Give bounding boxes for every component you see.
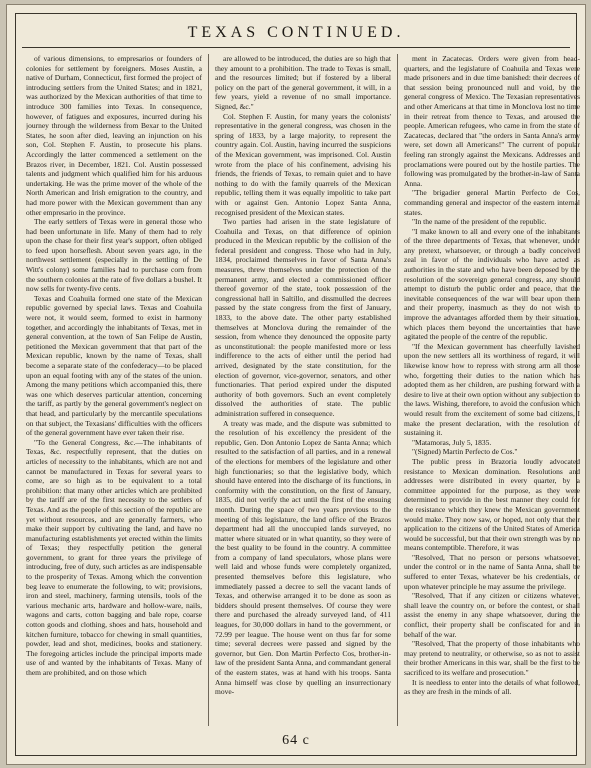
paragraph: "Resolved, That the property of those inhabitants who may pretend to neutrality, or otherwise, so as not to assist their brother Americans in this war, shall be the first to be sacrificed to its welfare and prosecution." — [404, 639, 580, 677]
paragraph: "Resolved, That if any citizen or citizens whatever, shall leave the country on, or before the contest, or shall assist the enemy in any shape whatsoever, during the conflict, their property shall be confiscated for and in behalf of the war. — [404, 591, 580, 639]
paragraph: "To the General Congress, &c.—The inhabitants of Texas, &c. respectfully represent, that the duties on articles of necessity to the inhabitants, which are not and cannot be manufactured in Texas for several years to come, are so high as to be equivalent to a total prohibition: that many other articles which are prohibited by the tariff are of the first necessity to the settlers of Texas. And as the people of this section of the republic are yet without resources, and are generally farmers, who make their support by cultivating the land, and have no manufacturing establishments yet erected within the limits of Texas; they respectfully petition the general government, to grant for three years the privilege of introducing, free of duty, such articles as are indispensable to the prosperity of Texas. Among which the convention beg leave to enumerate the following, to wit; provisions, iron and steel, machinery, farming utensils, tools of the various mechanic arts, hardware and hollow-ware, nails, wagons and carts, cotton bagging and bale rope, coarse cotton goods and clothing, shoes and hats, household and kitchen furniture, tobacco for chewing in small quantities, powder, lead and shot, medicines, books and stationery. The foregoing articles include the principal imports made use of and wanted by the inhabitants of Texas. Many of them are prohibited, and on those which — [26, 437, 202, 677]
paragraph: The public press in Brazoria loudly advocated resistance to Mexican domination. Resolutions and addresses were distributed in every quarter, by a committee appointed for the purpose, as they were determined to provide in the best manner they could for the resistance which they knew the Mexican government would make. They now saw, or hoped, not only that their application to the citizens of the United States of America would be successful, but that their own strength was by no means contemptible. Therefore, it was — [404, 456, 580, 553]
text-column-2 — [215, 54, 391, 730]
page-number: 64 c — [282, 733, 310, 748]
paragraph: "If the Mexican government has cheerfully lavished upon the new settlers all its worthiness of regard, it will likewise know how to repress with strong arm all those who, forgetting their duties to the nation which has adopted them as her children, are pushing forward with a desire to live at their own option without any subjection to the laws. Wishing, therefore, to avoid the confusion which would result from the excitement of some bad citizens, I make the present declaration, with the resolution of sustaining it. — [404, 341, 580, 438]
text-column-1 — [26, 54, 202, 730]
paragraph: "In the name of the president of the republic. — [412, 217, 547, 227]
paragraph: are allowed to be introduced, the duties are so high that they amount to a prohibition. The trade to Texas is small, and the resources limited; but if fostered by a liberal policy on the part of the general government, it will, in a few years, yield a revenue of no small importance. Signed, &c." — [215, 54, 391, 111]
column-divider — [208, 54, 209, 726]
paragraph: of various dimensions, to empresarios or founders of colonies for settlement by foreigners. Moses Austin, a native of Durham, Connecticut, first formed the project of introducing settlers from the United States; and in 1821, was authorized by the Mexican authorities of that time to introduce 300 families into Texas. In consequence, however, of fatigues and exposures, incurred during his journey through the wilderness from Bexar to the United States, he soon after died, leaving an injunction on his son, Col. Stephen F. Austin, to prosecute his plans. Accordingly the latter commenced a settlement on the Brazos river, in December, 1821. Col. Austin possessed talents and judgment which qualified him for his arduous undertaking. He was the prime mover of the whole of the North American and Irish emigration to the country, and had more power with the Mexican government than any other empresario in the province. — [26, 54, 202, 217]
book-page — [6, 4, 586, 765]
text-column-3 — [404, 54, 580, 730]
paragraph: "(Signed) Martin Perfecto de Cos." — [412, 447, 518, 457]
paragraph: "Resolved, That no person or persons whatsoever, under the control or in the name of Santa Anna, shall be suffered to enter Texas, whatever be his credentials, or upon whatever principle he may assume the privilege. — [404, 552, 580, 591]
paragraph: It is needless to enter into the details of what followed, as they are fresh in the minds of all. — [404, 677, 580, 697]
paragraph: Texas and Coahuila formed one state of the Mexican republic governed by special laws. Texas and Coahuila were not, it would seem, formed to exist in harmony together, and accordingly the inhabitants of Texas, met in general convention, at the town of San Felipe de Austin, petitioned the Mexican government that that part of the Mexican republic, known by the name of Texas, shall become a separate state of the confederacy—to be placed upon an equal footing with any of the states of the union. Among the many petitions which accompanied this, there was one which deserves particular attention, concerning the tariff, as partly by the general government's neglect on that head, and particularly by the mercantile speculations on that subject, the Texasians' difficulties with the officers of the general government have ever taken their rise. — [26, 293, 202, 438]
paragraph: "Matamoras, July 5, 1835. — [412, 437, 492, 447]
paragraph: A treaty was made, and the dispute was submitted to the resolution of his excellency the president of the republic, Gen. Don Antonio Lopez de Santa Anna; which resulted to the satisfaction of all parties, and in a renewal of the elections for members of the legislature and other high functionaries; so that the legislative body, which should have entered into the discharge of its functions, in conformity with the constitution, on the first of January, 1835, did not verify the act until the first of the ensuing month. During the space of two years previous to the meeting of this legislature, the land office of the Brazos department had all the unoccupied lands surveyed, no matter where situated or in what quantity, so they were of the best quality to be found in the country. A committee from a company of land speculators, whose plans were well laid and whose funds were completely organized, presented themselves before this legislature, who immediately passed a decree to sell the vacant lands of Texas, and otherwise arranged it to be done as soon as bidders should present themselves. Of course they were there and purchased the already surveyed land, of 411 leagues, for 30,000 dollars in hand to the government, or 72.99 per league. The house went on thus far for some time; several decrees were passed and signed by the governor, but Gen. Don Martin Perfecto Cos, brother-in-law of the president Santa Anna, and commandant general of the eastern states, was at hand with his troops. Santa Anna himself was close by quelling an insurrectionary move- — [215, 418, 391, 697]
paragraph: Col. Stephen F. Austin, for many years the colonists' representative in the general congress, was chosen in the spring of 1833, by a large majority, to represent the country again. Col. Austin, having incurred the suspicions of the Mexican government, was imprisoned. Col. Austin wrote from the place of his confinement, advising his friends, the friends of Texas, to remain quiet and to have nothing to do with the family quarrels of the Mexican republic, telling them it was equally impolitic to take part with or against Gen. Antonio Lopez Santa Anna, recognised president of the Mexican states. — [215, 111, 391, 217]
page-border — [15, 13, 580, 756]
column-divider — [397, 54, 398, 726]
paragraph: Two parties had arisen in the state legislature of Coahuila and Texas, on that difference of opinion produced in the Mexican republic by the collision of the federal president and congress. Those who had in July, 1834, proclaimed themselves in favor of Santa Anna's measures, threw themselves under the protection of the permanent army, and elected a commissioned officer thereof governor of the state, took possession of the congressional hall in Saltillo, and dissmulled the decrees passed by the state congress from the first of January, 1833, to the above date. The other party established themselves at Monclova during the remainder of the session, from whence they denounced the opposite party as unconstitutional: the people manifested more or less indifference to the acts of either until the period had arrived, designated by the state constitution, for the election of governor, vice-governor, senators, and other functionaries. That period expired under the disputed authority of both governors. Such an event completely dissolved the authorities of state. The public administration suffered in consequence. — [215, 217, 391, 418]
header-rule — [22, 47, 570, 48]
paragraph: ment in Zacatecas. Orders were given from head-quarters, and the legislature of Coahuila and Texas were made prisoners and in due time banished: their decrees of that session being pronounced null and void, by the general congress of Mexico. The Texasian representatives and other Americans at that time in Monclova lost no time in their retreat from thence to Texas, and aroused the people. American refugees, who came in from the state of Zacatecas, declared that "the orders in Santa Anna's army were, set down all Americans!" The current of popular feeling ran strongly against the Mexicans. Addresses and proclamations were poured out by the hostile parties. The following was promulgated by the brother-in-law of Santa Anna. — [404, 54, 580, 188]
paragraph: "The brigadier general Martin Perfecto de Cos, commanding general and inspector of the eastern internal states. — [404, 188, 580, 217]
running-head: TEXAS CONTINUED. — [187, 24, 405, 41]
paragraph: The early settlers of Texas were in general those who had been unfortunate in life. Many of them had to rely upon the chase for their first year's support, often obliged to feed upon horseflesh. About seven years ago, in the northwest settlement (especially in the settling of De Witt's colony) some families had to purchase corn from the southern colonies at the rate of five dollars a bushel. It now sells for twenty-five cents. — [26, 217, 202, 294]
paragraph: "I make known to all and every one of the inhabitants of the three departments of Texas, that whenever, under any pretext, whatsoever, or through a badly conceived zeal in favor of the individuals who have acted as authorities in the state and who have been deposed by the resolution of the sovereign general congress, any should attempt to disturb the public order and peace, that the inevitable consequences of the war will bear upon them and their property, inasmuch as they do not wish to improve the advantages afforded them by their situation, which places them beyond the uncertainties that have agitated the people of the centre of the republic. — [404, 226, 580, 342]
